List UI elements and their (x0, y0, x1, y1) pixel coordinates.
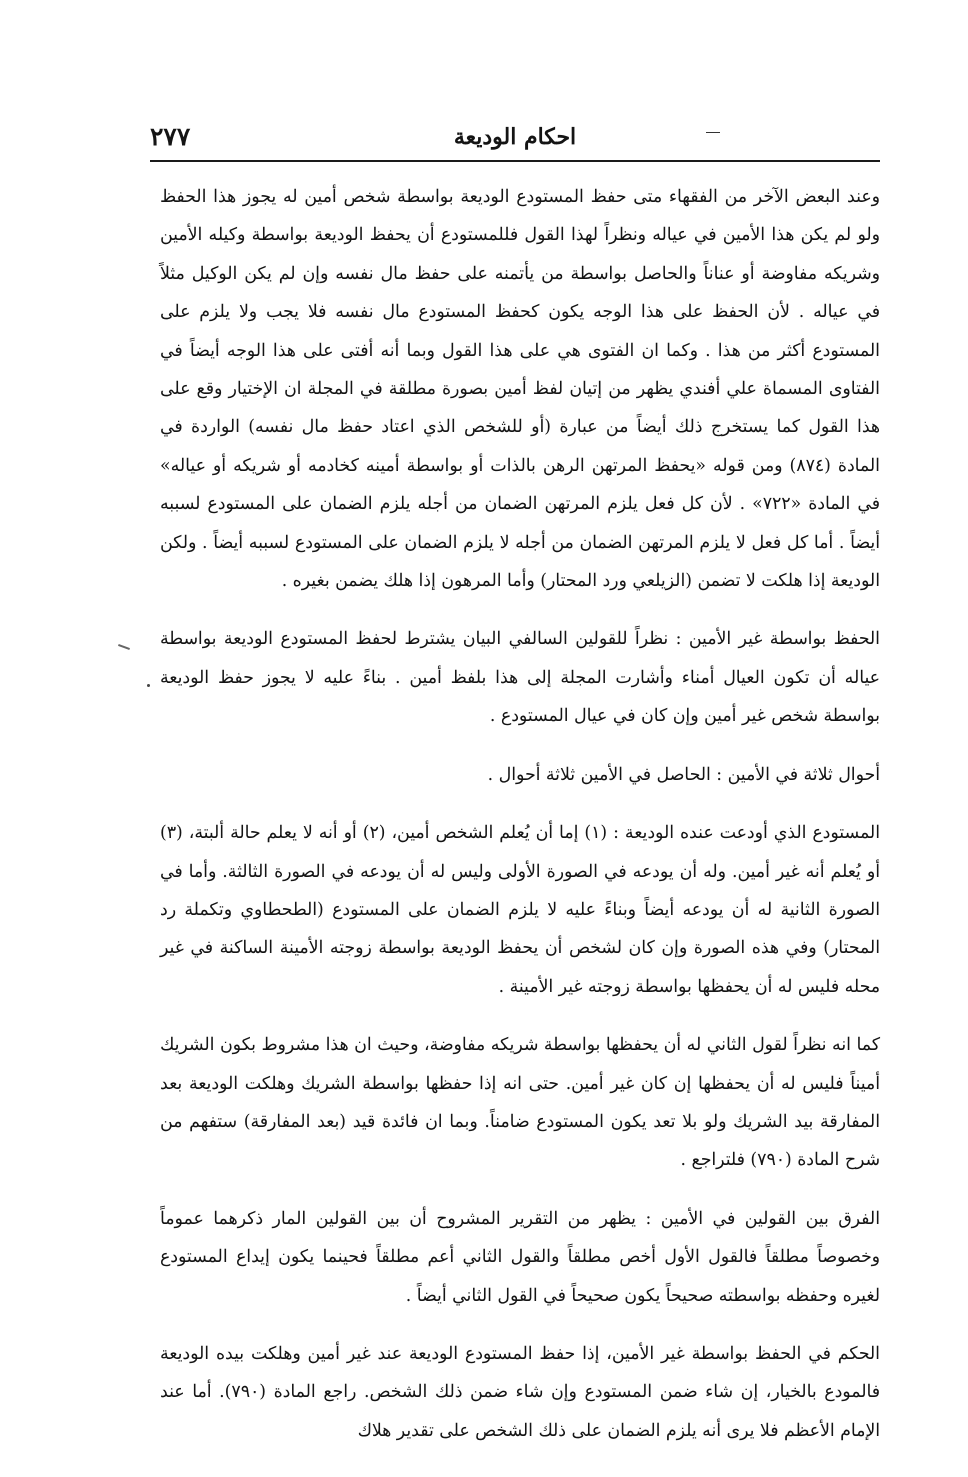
page-header (150, 118, 880, 162)
paragraph: وعند البعض الآخر من الفقهاء متى حفظ المستودع الوديعة بواسطة شخص أمين له يجوز هذا الحفظ ولو لم يكن هذا الأمين في عياله ونظراً لهذا القول فللمستودع أن يحفظ الوديعة بواسطة وكيله الأمين وشريكه مفاوضة أو عناناً والحاصل بواسطة من يأتمنه على حفظ مال نفسه وإن لم يكن الوكيل مثلاً في عياله . لأن الحفظ على هذا الوجه يكون كحفظ المستودع مال نفسه فلا يجب ولا يلزم على المستودع أكثر من هذا . وكما ان الفتوى هي على هذا القول وبما أنه أفتى على هذا الوجه أيضاً في الفتاوى المسماة علي أفندي يظهر من إتيان لفظ أمين بصورة مطلقة في المجلة ان الإختيار وقع على هذا القول كما يستخرج ذلك أيضاً من عبارة (أو للشخص الذي اعتاد حفظ مال نفسه) الواردة في المادة (٨٧٤) ومن قوله «يحفظ المرتهن الرهن بالذات أو بواسطة أمينه كخادمه أو شريكه أو عياله» في المادة «٧٢٢» . لأن كل فعل يلزم المرتهن الضمان من أجله يلزم الضمان على المستودع لسببه أيضاً . أما كل فعل لا يلزم المرتهن الضمان من أجله لا يلزم الضمان على المستودع لسببه أيضاً . ولكن الوديعة إذا هلكت لا تضمن (الزيلعي ورد المحتار) وأما المرهون إذا هلك يضمن بغيره . (160, 187, 881, 592)
paragraph: المستودع الذي أودعت عنده الوديعة : (١) إما أن يُعلم الشخص أمين، (٢) أو أنه لا يعلم حالة ألبتة، (٣) أو يُعلم أنه غير أمين. وله أن يودعه في الصورة الأولى وليس له أن يودعه في الصورة الثالثة. وأما في الصورة الثانية له أن يودعه أيضاً وبناءً عليه لا يلزم الضمان على المستودع (الطحطاوي وتكملة رد المحتار) وفي هذه الصورة وإن كان لشخص أن يحفظ الوديعة بواسطة زوجته الأمينة الساكنة في غير محله فليس له أن يحفظها بواسطة زوجته غير الأمينة . (160, 823, 880, 997)
page-number: ٢٧٧ (150, 122, 191, 151)
paragraph: الحفظ بواسطة غير الأمين : نظراً للقولين السالفي البيان يشترط لحفظ المستودع الوديعة بواسطة عياله أن تكون العيال أمناء وأشارت المجلة إلى هذا بلفظ أمين . بناءً عليه لا يجوز حفظ الوديعة بواسطة شخص غير أمين وإن كان في عيال المستودع . (160, 629, 880, 727)
header-dash (706, 132, 720, 133)
paragraph: أحوال ثلاثة في الأمين : الحاصل في الأمين ثلاثة أحوال . (487, 764, 880, 785)
running-title: احكام الوديعة (453, 124, 577, 150)
paragraph: الفرق بين القولين في الأمين : يظهر من التقرير المشروح أن بين القولين المار ذكرهما عموماً وخصوصاً مطلقاً فالقول الأول أخص مطلقاً والقول الثاني أعم مطلقاً فحينما يكون إيداع المستودع لغيره وحفظه بواسطته صحيحاً يكون صحيحاً في القول الثاني أيضاً . (160, 1208, 880, 1306)
paragraph: الحكم في الحفظ بواسطة غير الأمين، إذا حفظ المستودع الوديعة عند غير أمين وهلكت بيده الوديعة فالمودع بالخيار، إن شاء ضمن المستودع وإن شاء ضمن ذلك الشخص. راجع المادة (٧٩٠). أما عند الإمام الأعظم فلا يرى أنه يلزم الضمان على ذلك الشخص على تقدير هلاك (160, 1343, 880, 1441)
margin-mark (118, 644, 130, 650)
paragraph: كما انه نظراً لقول الثاني له أن يحفظها بواسطة شريكه مفاوضة، وحيث ان هذا مشروط بكون الشريك أميناً فليس له أن يحفظها إن كان غير أمين. حتى انه إذا حفظها بواسطة الشريك وهلكت الوديعة بعد المفارقة بيد الشريك ولو بلا تعد يكون المستودع ضامناً. وبما ان فائدة قيد (بعد المفارقة) ستفهم من شرح المادة (٧٩٠) فلتراجع . (160, 1035, 880, 1171)
body-text (160, 178, 880, 1450)
margin-dot (147, 684, 150, 687)
